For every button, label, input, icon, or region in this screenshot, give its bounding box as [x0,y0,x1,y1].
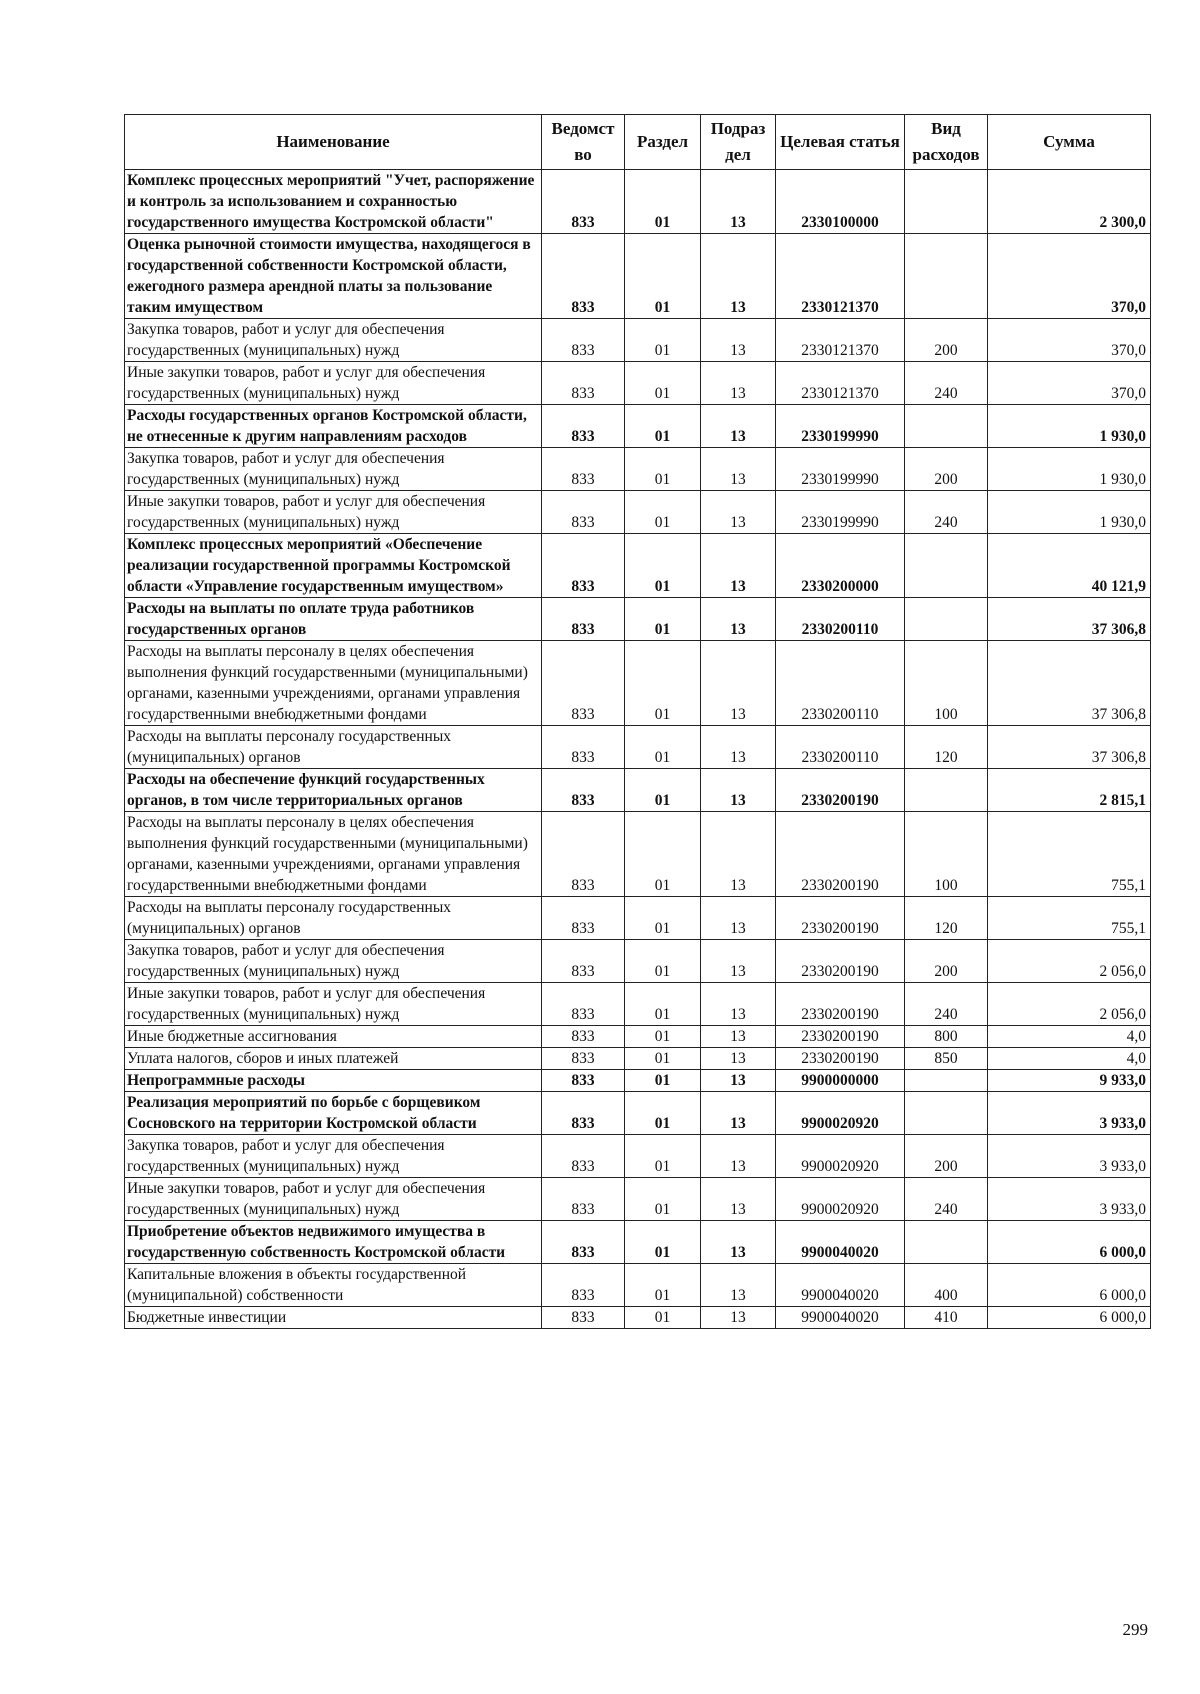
page-number: 299 [1122,1620,1148,1639]
cell-subsection: 13 [701,170,776,234]
cell-sum: 3 933,0 [988,1092,1151,1135]
cell-name: Иные закупки товаров, работ и услуг для обеспечения государственных (муниципальных) нужд [125,983,542,1026]
cell-target: 9900040020 [776,1221,905,1264]
cell-subsection: 13 [701,1026,776,1048]
cell-name: Уплата налогов, сборов и иных платежей [125,1048,542,1070]
cell-subsection: 13 [701,1221,776,1264]
cell-dept: 833 [542,405,625,448]
cell-dept: 833 [542,726,625,769]
cell-subsection: 13 [701,940,776,983]
cell-target: 2330121370 [776,234,905,319]
cell-sum: 9 933,0 [988,1070,1151,1092]
table-body [125,170,1151,1329]
cell-name: Закупка товаров, работ и услуг для обеспечения государственных (муниципальных) нужд [125,1135,542,1178]
cell-sum: 1 930,0 [988,448,1151,491]
cell-target: 9900040020 [776,1307,905,1329]
cell-name: Комплекс процессных мероприятий «Обеспечение реализации государственной программы Костромской области «Управление государственным имуществом» [125,534,542,598]
cell-subsection: 13 [701,1048,776,1070]
cell-subsection: 13 [701,1264,776,1307]
cell-section: 01 [625,1307,701,1329]
cell-target: 2330200110 [776,726,905,769]
cell-name: Приобретение объектов недвижимого имущества в государственную собственность Костромской области [125,1221,542,1264]
cell-kind: 800 [905,1026,988,1048]
cell-section: 01 [625,812,701,897]
cell-subsection: 13 [701,405,776,448]
cell-name: Закупка товаров, работ и услуг для обеспечения государственных (муниципальных) нужд [125,319,542,362]
cell-section: 01 [625,170,701,234]
cell-subsection: 13 [701,491,776,534]
cell-section: 01 [625,769,701,812]
cell-kind: 240 [905,362,988,405]
cell-dept: 833 [542,897,625,940]
cell-dept: 833 [542,491,625,534]
cell-subsection: 13 [701,897,776,940]
header-target: Целевая статья [776,115,905,170]
cell-name: Непрограммные расходы [125,1070,542,1092]
table-row [125,1070,1151,1092]
table-row [125,641,1151,726]
cell-dept: 833 [542,362,625,405]
cell-kind: 850 [905,1048,988,1070]
cell-subsection: 13 [701,1135,776,1178]
cell-kind: 100 [905,812,988,897]
cell-dept: 833 [542,641,625,726]
cell-name: Расходы на обеспечение функций государственных органов, в том числе территориальных органов [125,769,542,812]
cell-sum: 2 300,0 [988,170,1151,234]
cell-name: Расходы на выплаты по оплате труда работников государственных органов [125,598,542,641]
cell-section: 01 [625,1048,701,1070]
cell-sum: 2 056,0 [988,983,1151,1026]
cell-target: 2330100000 [776,170,905,234]
cell-name: Оценка рыночной стоимости имущества, находящегося в государственной собственности Костромской области, ежегодного размера арендной платы за пользование таким имуществом [125,234,542,319]
cell-sum: 2 056,0 [988,940,1151,983]
table-row [125,1048,1151,1070]
cell-name: Иные закупки товаров, работ и услуг для обеспечения государственных (муниципальных) нужд [125,1178,542,1221]
cell-section: 01 [625,1070,701,1092]
cell-dept: 833 [542,983,625,1026]
cell-section: 01 [625,897,701,940]
cell-subsection: 13 [701,448,776,491]
table-row [125,319,1151,362]
cell-name: Закупка товаров, работ и услуг для обеспечения государственных (муниципальных) нужд [125,448,542,491]
cell-sum: 4,0 [988,1048,1151,1070]
cell-subsection: 13 [701,1307,776,1329]
cell-dept: 833 [542,1221,625,1264]
cell-kind: 200 [905,940,988,983]
cell-name: Комплекс процессных мероприятий "Учет, распоряжение и контроль за использованием и сохранностью государственного имущества Костромской области" [125,170,542,234]
cell-sum: 370,0 [988,362,1151,405]
cell-kind [905,170,988,234]
cell-kind [905,1092,988,1135]
cell-section: 01 [625,319,701,362]
cell-subsection: 13 [701,726,776,769]
cell-subsection: 13 [701,769,776,812]
cell-name: Расходы на выплаты персоналу в целях обеспечения выполнения функций государственными (муниципальными) органами, казенными учреждениями, органами управления государственными внебюджетными фондами [125,641,542,726]
cell-section: 01 [625,1221,701,1264]
cell-dept: 833 [542,448,625,491]
cell-dept: 833 [542,1307,625,1329]
header-dept: Ведомст во [542,115,625,170]
cell-dept: 833 [542,598,625,641]
cell-subsection: 13 [701,983,776,1026]
cell-target: 2330199990 [776,491,905,534]
cell-name: Капитальные вложения в объекты государственной (муниципальной) собственности [125,1264,542,1307]
cell-dept: 833 [542,1070,625,1092]
cell-section: 01 [625,448,701,491]
cell-section: 01 [625,405,701,448]
cell-kind [905,1070,988,1092]
cell-dept: 833 [542,769,625,812]
cell-kind: 200 [905,319,988,362]
cell-dept: 833 [542,940,625,983]
cell-section: 01 [625,362,701,405]
cell-target: 2330121370 [776,362,905,405]
cell-sum: 755,1 [988,812,1151,897]
table-row [125,491,1151,534]
cell-name: Иные закупки товаров, работ и услуг для обеспечения государственных (муниципальных) нужд [125,362,542,405]
cell-dept: 833 [542,1092,625,1135]
cell-sum: 3 933,0 [988,1135,1151,1178]
cell-name: Закупка товаров, работ и услуг для обеспечения государственных (муниципальных) нужд [125,940,542,983]
cell-name: Иные бюджетные ассигнования [125,1026,542,1048]
cell-target: 2330200190 [776,897,905,940]
cell-target: 2330200190 [776,1048,905,1070]
cell-sum: 1 930,0 [988,405,1151,448]
cell-target: 2330200110 [776,598,905,641]
cell-section: 01 [625,1264,701,1307]
cell-target: 2330200000 [776,534,905,598]
cell-dept: 833 [542,234,625,319]
table-row [125,1264,1151,1307]
cell-sum: 370,0 [988,319,1151,362]
cell-dept: 833 [542,1264,625,1307]
table-row [125,983,1151,1026]
cell-kind [905,598,988,641]
cell-name: Расходы на выплаты персоналу государственных (муниципальных) органов [125,897,542,940]
cell-sum: 6 000,0 [988,1264,1151,1307]
cell-target: 2330200190 [776,983,905,1026]
cell-subsection: 13 [701,641,776,726]
cell-subsection: 13 [701,1070,776,1092]
table-row [125,362,1151,405]
table-row [125,812,1151,897]
cell-kind: 240 [905,983,988,1026]
cell-section: 01 [625,1092,701,1135]
cell-kind: 100 [905,641,988,726]
cell-subsection: 13 [701,534,776,598]
cell-dept: 833 [542,1026,625,1048]
table-row [125,769,1151,812]
header-name: Наименование [125,115,542,170]
table-row [125,534,1151,598]
cell-kind [905,534,988,598]
table-row [125,897,1151,940]
table-row [125,405,1151,448]
table-row [125,448,1151,491]
cell-section: 01 [625,726,701,769]
header-section: Раздел [625,115,701,170]
cell-subsection: 13 [701,812,776,897]
cell-dept: 833 [542,1135,625,1178]
cell-section: 01 [625,940,701,983]
budget-table [124,114,1151,1329]
cell-kind: 400 [905,1264,988,1307]
cell-kind: 410 [905,1307,988,1329]
cell-section: 01 [625,1026,701,1048]
cell-dept: 833 [542,1048,625,1070]
cell-target: 2330200110 [776,641,905,726]
cell-section: 01 [625,1135,701,1178]
cell-target: 2330199990 [776,448,905,491]
cell-name: Бюджетные инвестиции [125,1307,542,1329]
cell-subsection: 13 [701,598,776,641]
cell-target: 9900020920 [776,1135,905,1178]
cell-subsection: 13 [701,1178,776,1221]
cell-sum: 4,0 [988,1026,1151,1048]
cell-name: Реализация мероприятий по борьбе с борщевиком Сосновского на территории Костромской области [125,1092,542,1135]
cell-target: 2330200190 [776,812,905,897]
cell-sum: 6 000,0 [988,1307,1151,1329]
cell-target: 9900020920 [776,1092,905,1135]
cell-section: 01 [625,1178,701,1221]
table-row [125,1135,1151,1178]
cell-dept: 833 [542,319,625,362]
table-row [125,598,1151,641]
cell-dept: 833 [542,170,625,234]
header-kind: Вид расходов [905,115,988,170]
cell-target: 2330200190 [776,940,905,983]
cell-subsection: 13 [701,362,776,405]
cell-section: 01 [625,983,701,1026]
cell-sum: 37 306,8 [988,641,1151,726]
cell-kind [905,234,988,319]
cell-subsection: 13 [701,319,776,362]
cell-target: 2330199990 [776,405,905,448]
cell-kind [905,769,988,812]
cell-section: 01 [625,491,701,534]
table-row [125,940,1151,983]
table-row [125,726,1151,769]
cell-target: 9900040020 [776,1264,905,1307]
cell-kind [905,405,988,448]
cell-name: Расходы государственных органов Костромской области, не отнесенные к другим направлениям расходов [125,405,542,448]
table-row [125,234,1151,319]
cell-sum: 755,1 [988,897,1151,940]
header-row [125,115,1151,170]
cell-target: 2330121370 [776,319,905,362]
cell-sum: 37 306,8 [988,598,1151,641]
cell-dept: 833 [542,812,625,897]
cell-name: Расходы на выплаты персоналу в целях обеспечения выполнения функций государственными (муниципальными) органами, казенными учреждениями, органами управления государственными внебюджетными фондами [125,812,542,897]
cell-name: Иные закупки товаров, работ и услуг для обеспечения государственных (муниципальных) нужд [125,491,542,534]
header-sum: Сумма [988,115,1151,170]
cell-sum: 37 306,8 [988,726,1151,769]
cell-target: 2330200190 [776,769,905,812]
cell-section: 01 [625,598,701,641]
table-row [125,1221,1151,1264]
cell-subsection: 13 [701,234,776,319]
cell-target: 2330200190 [776,1026,905,1048]
cell-subsection: 13 [701,1092,776,1135]
cell-kind [905,1221,988,1264]
cell-kind: 120 [905,726,988,769]
table-row [125,1178,1151,1221]
cell-sum: 40 121,9 [988,534,1151,598]
table-row [125,1307,1151,1329]
table-row [125,1092,1151,1135]
table-row [125,1026,1151,1048]
cell-kind: 200 [905,448,988,491]
cell-section: 01 [625,641,701,726]
cell-section: 01 [625,534,701,598]
cell-sum: 1 930,0 [988,491,1151,534]
cell-target: 9900020920 [776,1178,905,1221]
cell-sum: 2 815,1 [988,769,1151,812]
cell-name: Расходы на выплаты персоналу государственных (муниципальных) органов [125,726,542,769]
cell-sum: 3 933,0 [988,1178,1151,1221]
cell-kind: 120 [905,897,988,940]
cell-dept: 833 [542,534,625,598]
cell-section: 01 [625,234,701,319]
header-subsection: Подраз дел [701,115,776,170]
cell-target: 9900000000 [776,1070,905,1092]
table-row [125,170,1151,234]
cell-kind: 200 [905,1135,988,1178]
cell-sum: 370,0 [988,234,1151,319]
cell-dept: 833 [542,1178,625,1221]
cell-kind: 240 [905,491,988,534]
cell-sum: 6 000,0 [988,1221,1151,1264]
cell-kind: 240 [905,1178,988,1221]
